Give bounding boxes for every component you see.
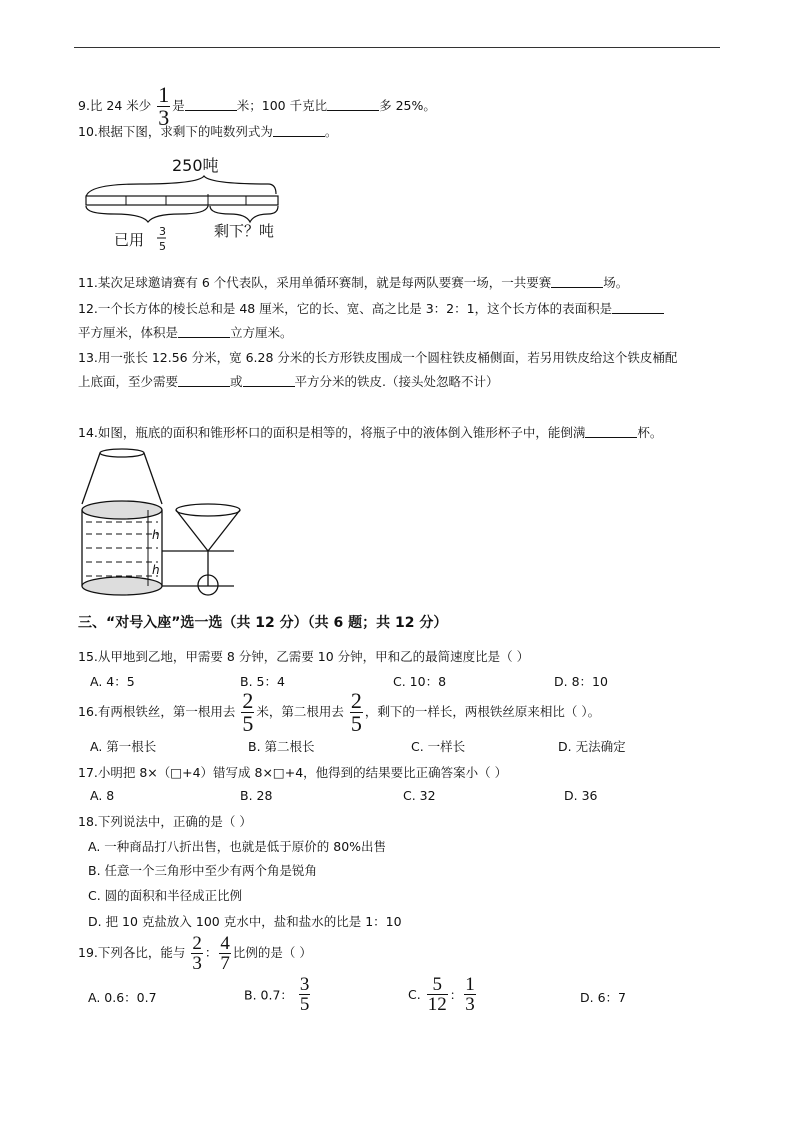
- question-10: 10.根据下图，求剩下的吨数列式为 。: [78, 124, 338, 139]
- question-13-line2: 上底面，至少需要 或 平方分米的铁皮.（接头处忽略不计）: [78, 374, 499, 389]
- question-19: 19.下列各比，能与 $\frac{2}{3}$ ： $\frac{4}{7}$ 比例的是（ ）: [78, 933, 312, 974]
- answer-blank[interactable]: [273, 124, 325, 137]
- q17-option-d[interactable]: D. 36: [564, 788, 598, 803]
- question-12-line2: 平方厘米，体积是 立方厘米。: [78, 325, 293, 340]
- q19-option-c[interactable]: C. $\frac{5}{12}$ ： $\frac{1}{3}$: [408, 974, 475, 1015]
- answer-blank[interactable]: [243, 374, 295, 387]
- q16-option-a[interactable]: A. 第一根长: [90, 739, 157, 754]
- answer-blank[interactable]: [612, 301, 664, 314]
- q18-option-a[interactable]: A. 一种商品打八折出售，也就是低于原价的 80%出售: [88, 839, 387, 854]
- q18-option-d[interactable]: D. 把 10 克盐放入 100 克水中，盐和盐水的比是 1：10: [88, 914, 402, 929]
- fig-total-label: 250吨: [172, 156, 219, 175]
- q10-line-diagram: [80, 148, 310, 256]
- q9-text: 9.比 24 米少: [78, 98, 152, 113]
- q19-optc-fraction-2: $\frac{1}{3}$: [465, 974, 475, 1015]
- question-12: 12.一个长方体的棱长总和是 48 厘米，它的长、宽、高之比是 3：2：1，这个长方体的表面积是: [78, 299, 664, 317]
- svg-text:h: h: [152, 528, 160, 542]
- q19-optc-fraction-1: $\frac{5}{12}$: [427, 974, 447, 1015]
- q19-option-a[interactable]: A. 0.6：0.7: [88, 990, 157, 1005]
- answer-blank[interactable]: [185, 98, 237, 111]
- svg-text:5: 5: [159, 240, 166, 253]
- q15-option-b[interactable]: B. 5：4: [240, 674, 285, 689]
- question-15: 15.从甲地到乙地，甲需要 8 分钟，乙需要 10 分钟，甲和乙的最简速度比是（ ）: [78, 649, 530, 664]
- answer-blank[interactable]: [178, 374, 230, 387]
- q18-option-b[interactable]: B. 任意一个三角形中至少有两个角是锐角: [88, 863, 318, 878]
- svg-text:已用: 已用: [114, 231, 145, 249]
- q15-option-d[interactable]: D. 8：10: [554, 674, 608, 689]
- q9-fraction: $\frac{1}{3}$: [158, 82, 170, 130]
- header-rule: [74, 47, 720, 48]
- q19-option-b[interactable]: B. 0.7： $\frac{3}{5}$: [244, 974, 310, 1015]
- answer-blank[interactable]: [327, 98, 379, 111]
- q14-bottle-cone-diagram: [78, 444, 248, 604]
- question-16: 16.有两根铁丝，第一根用去 $\frac{2}{5}$ 米，第二根用去 $\frac{2}{5}$ ，剩下的一样长，两根铁丝原来相比（ ）。: [78, 688, 601, 736]
- question-14: 14.如图，瓶底的面积和锥形杯口的面积是相等的，将瓶子中的液体倒入锥形杯子中，能倒满 杯。: [78, 425, 663, 440]
- q17-option-b[interactable]: B. 28: [240, 788, 273, 803]
- q19-optb-fraction: $\frac{3}{5}$: [299, 974, 310, 1015]
- q16-fraction-2: $\frac{2}{5}$: [350, 688, 362, 736]
- q15-option-c[interactable]: C. 10：8: [393, 674, 447, 689]
- svg-text:h: h: [152, 563, 160, 577]
- q19-fraction-2-3: $\frac{2}{3}$: [192, 933, 202, 974]
- answer-blank[interactable]: [585, 425, 637, 438]
- question-9: 9.比 24 米少 $\frac{1}{3}$ 是 米；100 千克比 多 25%。: [78, 82, 436, 130]
- q15-option-a[interactable]: A. 4：5: [90, 674, 135, 689]
- q17-option-a[interactable]: A. 8: [90, 788, 115, 803]
- question-17: 17.小明把 8×（□+4）错写成 8×□+4，他得到的结果要比正确答案小（ ）: [78, 765, 508, 780]
- q17-option-c[interactable]: C. 32: [403, 788, 436, 803]
- q19-fraction-4-7: $\frac{4}{7}$: [220, 933, 230, 974]
- question-18: 18.下列说法中，正确的是（ ）: [78, 814, 252, 829]
- q18-option-c[interactable]: C. 圆的面积和半径成正比例: [88, 888, 243, 903]
- section-3-title: 三、“对号入座”选一选（共 12 分）（共 6 题；共 12 分）: [78, 615, 448, 631]
- answer-blank[interactable]: [551, 275, 603, 288]
- question-13: 13.用一张长 12.56 分米，宽 6.28 分米的长方形铁皮围成一个圆柱铁皮桶侧面，若另用铁皮给这个铁皮桶配: [78, 350, 678, 365]
- q16-option-b[interactable]: B. 第二根长: [248, 739, 315, 754]
- question-11: 11.某次足球邀请赛有 6 个代表队，采用单循环赛制，就是每两队要赛一场，一共要赛 场。: [78, 275, 629, 290]
- answer-blank[interactable]: [178, 325, 230, 338]
- q16-option-d[interactable]: D. 无法确定: [558, 739, 626, 754]
- svg-text:3: 3: [159, 225, 166, 238]
- q16-option-c[interactable]: C. 一样长: [411, 739, 466, 754]
- svg-text:剩下？吨: 剩下？吨: [214, 222, 275, 240]
- bar: [86, 196, 278, 205]
- q16-fraction-1: $\frac{2}{5}$: [242, 688, 254, 736]
- q19-option-d[interactable]: D. 6：7: [580, 990, 626, 1005]
